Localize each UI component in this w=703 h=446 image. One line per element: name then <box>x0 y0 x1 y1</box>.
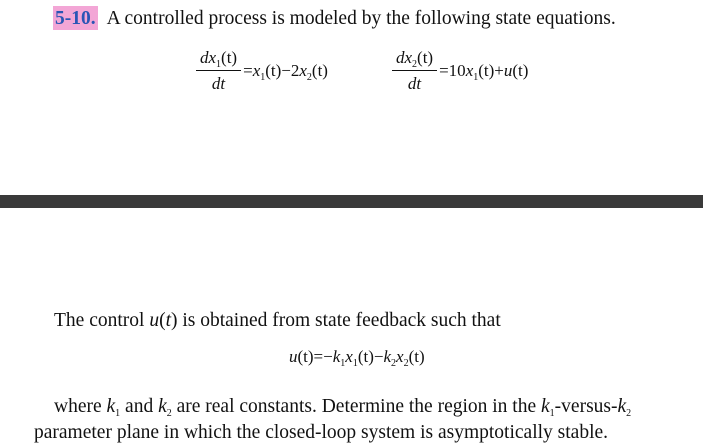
problem-statement: A controlled process is modeled by the following state equations. <box>106 8 616 29</box>
paragraph-constants: where $k_1$ and $k_2$ are real constants. Determine the region in the $k_1-versus-k_2$ <box>54 396 632 419</box>
problem-header <box>53 6 616 32</box>
fraction-numerator: $dx_1(t)$ <box>196 48 241 71</box>
state-equation-2 <box>392 48 528 94</box>
derivative-fraction-2 <box>392 48 437 94</box>
feedback-equation: $u(t)=-k_1x_1(t)-k_2x_2(t)$ <box>289 347 425 369</box>
derivative-fraction-1 <box>196 48 241 94</box>
fraction-numerator: $dx_2(t)$ <box>392 48 437 71</box>
equation-rhs: $=x_1(t)-2x_2(t)$ <box>243 61 328 83</box>
state-equation-1 <box>196 48 328 94</box>
paragraph-control-intro: The control u(t) is obtained from state feedback such that <box>54 310 501 331</box>
paragraph-stability: parameter plane in which the closed-loop system is asymptotically stable. <box>34 422 609 443</box>
equation-rhs: $=10x_1(t)+u(t)$ <box>439 61 529 83</box>
fraction-denominator: dt <box>211 74 226 93</box>
page-divider <box>0 195 703 208</box>
problem-number: 5-10. <box>55 8 96 29</box>
fraction-denominator: dt <box>407 74 422 93</box>
